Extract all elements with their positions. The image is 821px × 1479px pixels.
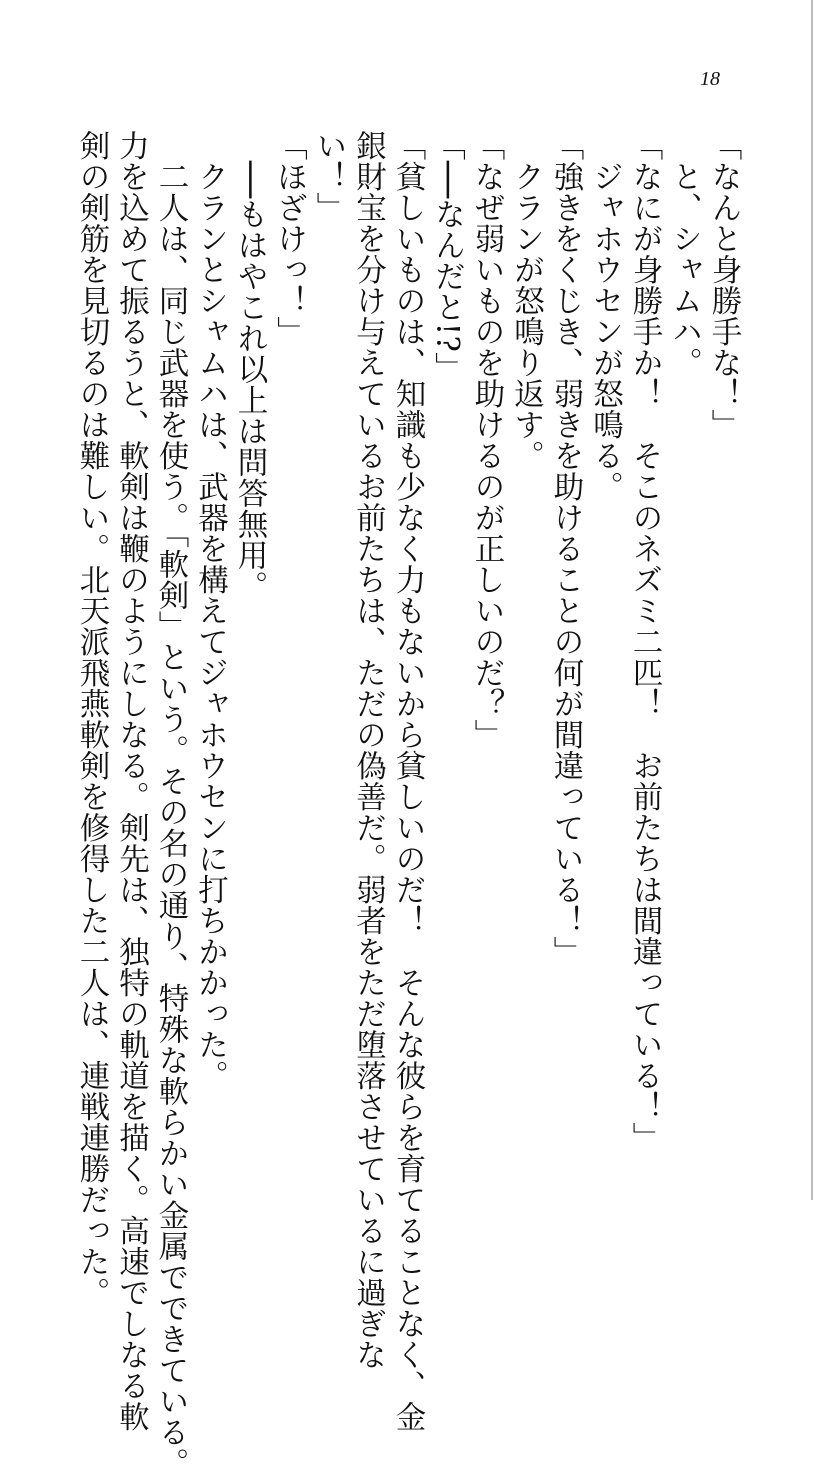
text-line: 力を込めて振るうと、軟剣は鞭のようにしなる。剣先は、独特の軌道を描く。高速でしなる軟 xyxy=(113,130,149,1432)
text-line: クランが怒鳴り返す。 xyxy=(508,130,544,471)
text-line: 剣の剣筋を見切るのは難しい。北天派飛燕軟剣を修得した二人は、連戦連勝だった。 xyxy=(74,130,109,1308)
text-line: と、シャムハ。 xyxy=(666,130,702,378)
page-number: 18 xyxy=(700,68,720,90)
text-line: 「なにが身勝手か！ そこのネズミ二匹！ お前たちは間違っている！」 xyxy=(627,130,662,1153)
text-line: ジャホウセンが怒鳴る。 xyxy=(587,130,623,502)
text-line: 「貧しいものは、知識も少なく力もないから貧しいのだ！ そんな彼らを育てることなく、金 xyxy=(390,130,425,1432)
text-line: 「なぜ弱いものを助けるのが正しいのだ？」 xyxy=(469,130,504,750)
text-line: クランとシャムハは、武器を構えてジャホウセンに打ちかかった。 xyxy=(192,130,228,1091)
text-line: 「ほざけっ！」 xyxy=(271,130,307,347)
text-line: 「なんと身勝手な！」 xyxy=(706,130,741,440)
text-line: 「強きをくじき、弱きを助けることの何が間違っている！」 xyxy=(548,130,583,967)
page-edge-line xyxy=(811,0,813,1200)
text-line: い！」 xyxy=(311,130,346,223)
text-line: 銀財宝を分け与えているお前たちは、ただの偽善だ。弱者をただ堕落させているに過ぎな xyxy=(350,130,386,1370)
text-line: 「──なんだと!?」 xyxy=(429,130,465,384)
text-line: 二人は、同じ武器を使う。「軟剣」という。その名の通り、特殊な軟らかい金属でできている。 xyxy=(153,130,188,1479)
body-text xyxy=(63,130,743,1479)
text-line: ──もはやこれ以上は問答無用。 xyxy=(232,130,267,602)
